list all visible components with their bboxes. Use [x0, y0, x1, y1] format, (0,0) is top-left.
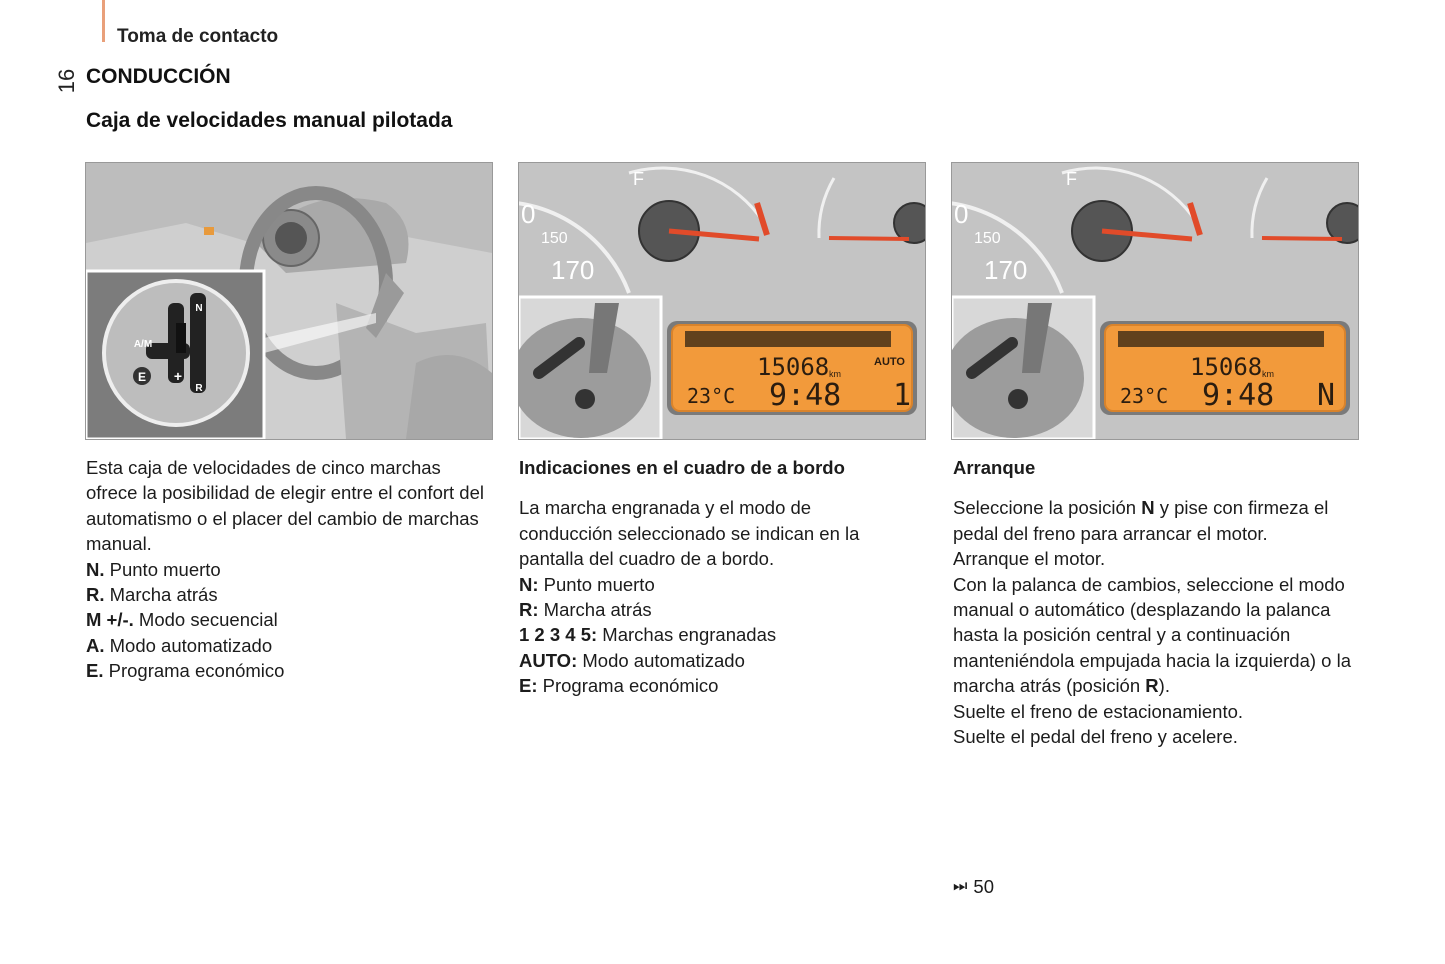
- column-start: [953, 455, 1363, 749]
- clock-readout: 9:48: [769, 378, 842, 413]
- start-heading: Arranque: [953, 457, 1036, 478]
- gear-label-plus: +: [173, 368, 183, 384]
- gear-label-r: R: [195, 383, 203, 394]
- indicators-paragraph: La marcha engranada y el modo de conducción seleccionado se indican en la pantalla del cuadro de a bordo.: [519, 497, 860, 570]
- header-accent-bar: [102, 0, 105, 42]
- list-item: AUTO: Modo automatizado: [519, 649, 745, 671]
- temperature-readout: 23°C: [687, 384, 736, 408]
- odometer-unit: km: [829, 369, 841, 379]
- speed-label-150: 150: [541, 230, 568, 247]
- list-item: R: Marcha atrás: [519, 599, 652, 621]
- gear-indicator: 1: [893, 378, 912, 413]
- temperature-readout: 23°C: [1120, 384, 1169, 408]
- start-paragraph: Arranque el motor.: [953, 548, 1106, 570]
- intro-paragraph: Esta caja de velocidades de cinco marchas ofrece la posibilidad de elegir entre el confort del automatismo o el placer del cambio de marchas manual.: [86, 457, 484, 555]
- gear-indicator: N: [1317, 378, 1336, 413]
- section-title: Toma de contacto: [117, 26, 279, 47]
- list-item: N. Punto muerto: [86, 558, 221, 580]
- start-paragraph: Suelte el freno de estacionamiento.: [953, 700, 1244, 722]
- odometer-value: 15068: [757, 353, 830, 381]
- odometer-unit: km: [1262, 369, 1274, 379]
- column-indicators: [519, 455, 899, 699]
- clock-readout: 9:48: [1202, 378, 1275, 413]
- page-reference-link[interactable]: [953, 876, 994, 898]
- list-item: E. Programa económico: [86, 660, 285, 682]
- list-item: A. Modo automatizado: [86, 634, 273, 656]
- start-paragraph: Seleccione la posición N y pise con firmeza el pedal del freno para arrancar el motor.: [953, 497, 1329, 544]
- speed-label-150: 150: [974, 230, 1001, 247]
- gear-label-am: A/M: [133, 339, 153, 350]
- indicators-heading: Indicaciones en el cuadro de a bordo: [519, 457, 845, 478]
- figure-gearbox-interior: [85, 162, 493, 440]
- column-intro: [86, 455, 486, 684]
- page-number: 16: [54, 68, 79, 94]
- figure-cluster-auto: [518, 162, 926, 440]
- speed-label-170: 170: [551, 255, 595, 285]
- next-page-icon: ⏭: [953, 878, 968, 895]
- list-item: M +/-. Modo secuencial: [86, 609, 278, 631]
- list-item: R. Marcha atrás: [86, 584, 218, 606]
- list-item: 1 2 3 4 5: Marchas engranadas: [519, 624, 777, 646]
- speed-label-170: 170: [984, 255, 1028, 285]
- svg-text:0: 0: [521, 199, 536, 229]
- start-paragraph: Suelte el pedal del freno y acelere.: [953, 726, 1238, 748]
- start-paragraph: Con la palanca de cambios, seleccione el modo manual o automático (desplazando la palanca hasta la posición central y a continuación manteniéndola empujada hacia la izquierda) o la marcha atrás (posición R).: [953, 573, 1352, 697]
- page-reference-number: 50: [973, 876, 994, 897]
- odometer-value: 15068: [1190, 353, 1263, 381]
- gear-label-e: E: [137, 370, 147, 384]
- page-subtitle: Caja de velocidades manual pilotada: [86, 109, 453, 132]
- svg-text:F: F: [633, 169, 644, 189]
- list-item: N: Punto muerto: [519, 573, 655, 595]
- svg-text:F: F: [1066, 169, 1077, 189]
- gear-label-n: N: [195, 303, 203, 314]
- svg-text:0: 0: [954, 199, 969, 229]
- list-item: E: Programa económico: [519, 675, 719, 697]
- chapter-title: CONDUCCIÓN: [86, 65, 231, 88]
- figure-cluster-neutral: [951, 162, 1359, 440]
- mode-auto-indicator: AUTO: [874, 356, 905, 368]
